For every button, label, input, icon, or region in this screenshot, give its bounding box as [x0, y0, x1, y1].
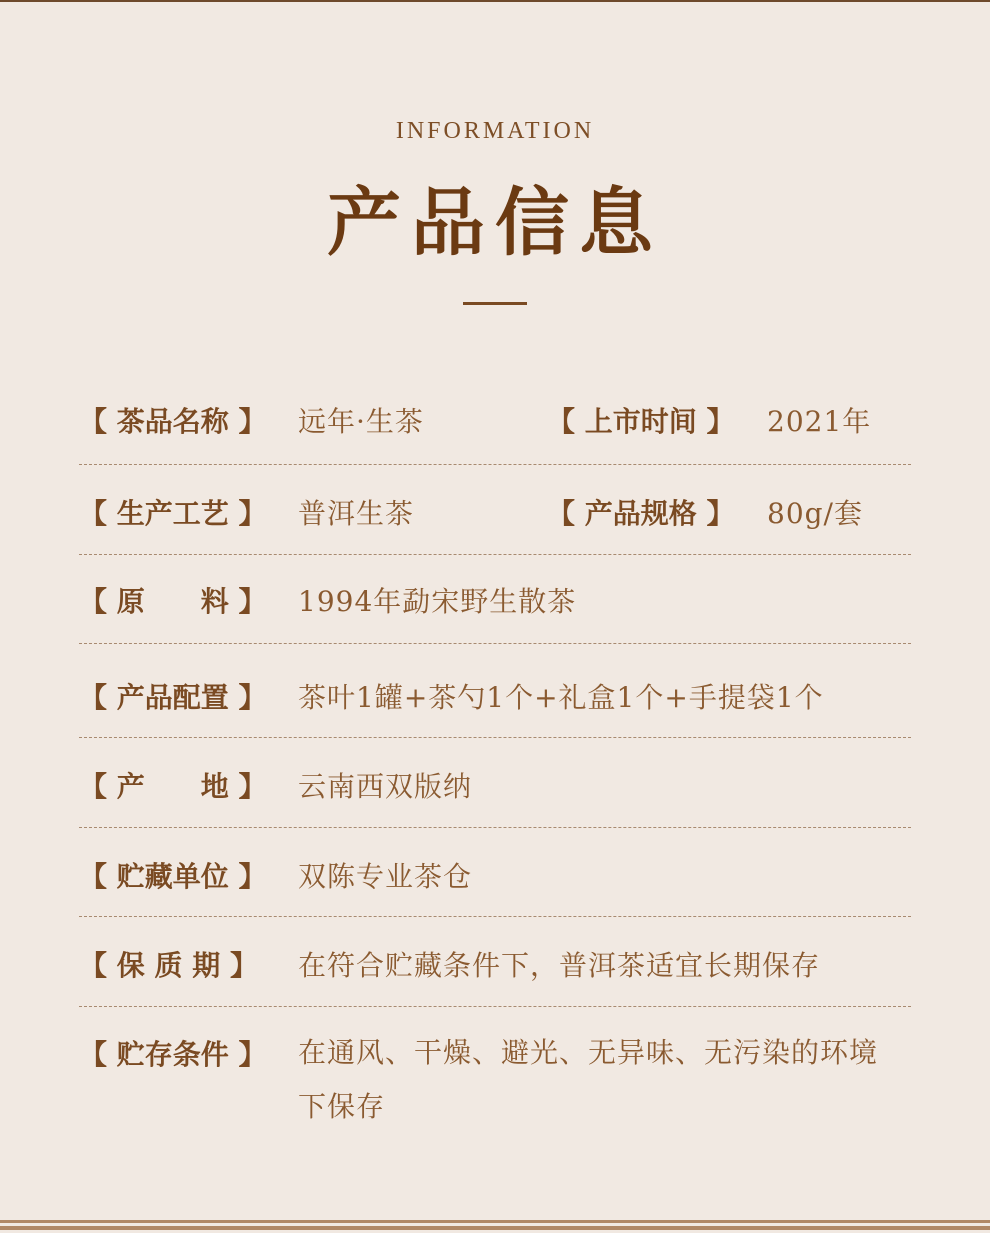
label-storage-unit: 【 贮藏单位 】: [79, 860, 267, 893]
title-underline: [463, 302, 527, 305]
label-storage-conditions: 【 贮存条件 】: [79, 1038, 267, 1071]
section-eyebrow: INFORMATION: [395, 118, 595, 144]
label-contents: 【 产品配置 】: [79, 681, 267, 714]
info-row-process-spec: [79, 465, 911, 555]
value-spec: 80g/套: [767, 497, 863, 530]
value-storage-unit: 双陈专业茶仓: [298, 860, 473, 893]
info-row-name-date: [79, 392, 911, 465]
label-tea-name: 【 茶品名称 】: [79, 405, 267, 438]
value-storage-conditions: 在通风、干燥、避光、无异味、无污染的环境下保存: [298, 1036, 879, 1123]
bottom-border: [0, 1220, 990, 1233]
label-process: 【 生产工艺 】: [79, 497, 267, 530]
value-material: 1994年勐宋野生散茶: [298, 585, 577, 618]
info-row-contents: [79, 644, 911, 738]
value-tea-name: 远年·生茶: [298, 405, 424, 438]
info-row-origin: [79, 738, 911, 828]
info-row-storage-conditions: [79, 1007, 911, 1147]
bottom-rule-1: [0, 1220, 990, 1223]
value-origin: 云南西双版纳: [298, 770, 473, 803]
label-shelf-life: 【 保 质 期 】: [79, 949, 258, 982]
label-material: 【 原 料 】: [79, 585, 267, 618]
value-release-date: 2021年: [767, 405, 872, 438]
page-title: 产品信息: [327, 180, 663, 266]
value-contents: 茶叶1罐+茶勺1个+礼盒1个+手提袋1个: [298, 681, 824, 714]
info-row-shelf-life: [79, 917, 911, 1007]
label-spec: 【 产品规格 】: [547, 497, 735, 530]
label-release-date: 【 上市时间 】: [547, 405, 735, 438]
value-process: 普洱生茶: [298, 497, 415, 530]
info-row-storage-unit: [79, 828, 911, 917]
bottom-rule-2: [0, 1226, 990, 1230]
value-shelf-life: 在符合贮藏条件下，普洱茶适宜长期保存: [298, 949, 821, 982]
top-border: [0, 0, 990, 2]
info-row-material: [79, 555, 911, 644]
label-origin: 【 产 地 】: [79, 770, 267, 803]
